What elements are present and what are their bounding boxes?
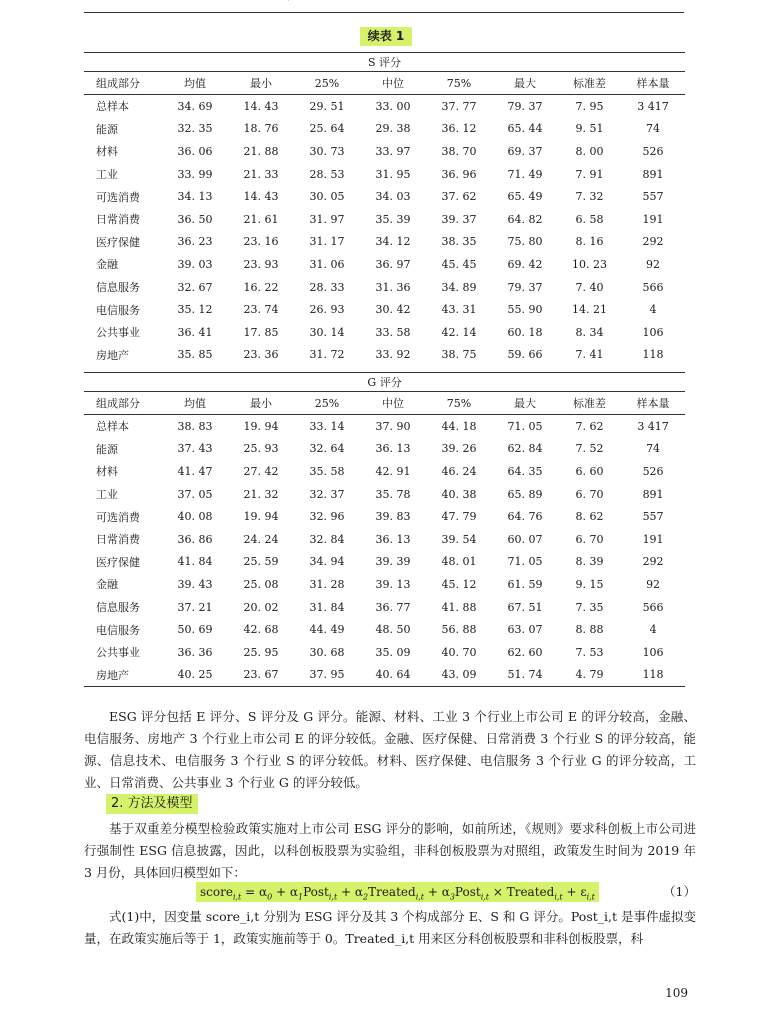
table-cell: 29. 38	[375, 122, 411, 136]
table-cell: 35. 78	[375, 487, 411, 501]
table-cell: 4	[649, 303, 657, 317]
table-cell: 46. 24	[441, 464, 477, 478]
page-number: 109	[665, 986, 688, 1000]
table-cell: 30. 05	[309, 190, 345, 204]
table-cell: 118	[642, 348, 664, 362]
table-cell: 23. 36	[243, 348, 279, 362]
table-cell: 566	[642, 280, 664, 294]
table-cell: 39. 13	[375, 577, 411, 591]
table-cell: 64. 35	[507, 464, 543, 478]
column-header: 75%	[426, 72, 492, 95]
table-cell: 39. 37	[441, 212, 477, 226]
table-cell: 71. 05	[507, 555, 543, 569]
table-cell: 63. 07	[507, 623, 543, 637]
table-cell: 39. 03	[177, 257, 213, 271]
table-cell: 36. 23	[177, 235, 213, 249]
table-cell: 65. 89	[507, 487, 543, 501]
table-cell: 891	[642, 487, 664, 501]
table-cell: 31. 36	[375, 280, 411, 294]
row-label: 医疗保健	[96, 235, 140, 249]
row-label: 能源	[96, 122, 118, 136]
table-cell: 31. 97	[309, 212, 345, 226]
table-cell: 566	[642, 600, 664, 614]
table-cell: 35. 39	[375, 212, 411, 226]
table-cell: 9. 51	[575, 122, 604, 136]
table-cell: 19. 94	[243, 419, 279, 433]
table-cell: 7. 52	[575, 442, 604, 456]
table-cell: 51. 74	[507, 668, 543, 682]
table-row	[84, 95, 685, 118]
column-header: 组成部分	[84, 72, 162, 95]
table-cell: 8. 39	[575, 555, 604, 569]
table-cell: 8. 00	[575, 144, 604, 158]
table-cell: 21. 61	[243, 212, 279, 226]
column-header: 25%	[294, 392, 360, 415]
column-header: 75%	[426, 392, 492, 415]
table-row	[84, 118, 685, 141]
table-cell: 7. 53	[575, 645, 604, 659]
row-label: 工业	[96, 488, 118, 502]
table-cell: 292	[642, 235, 664, 249]
table-cell: 23. 16	[243, 235, 279, 249]
column-header: 样本量	[621, 392, 685, 415]
table-cell: 34. 89	[441, 280, 477, 294]
table-cell: 31. 06	[309, 257, 345, 271]
table-cell: 25. 64	[309, 122, 345, 136]
table-cell: 526	[642, 464, 664, 478]
g-section-title: G 评分	[84, 373, 685, 392]
table-cell: 7. 41	[575, 348, 604, 362]
table-cell: 6. 70	[575, 487, 604, 501]
table-cell: 21. 32	[243, 487, 279, 501]
table-cell: 33. 97	[375, 144, 411, 158]
table-cell: 36. 50	[177, 212, 213, 226]
s-table-body	[84, 95, 685, 367]
table-cell: 69. 37	[507, 144, 543, 158]
g-column-headers	[84, 392, 685, 415]
table-cell: 526	[642, 144, 664, 158]
table-cell: 292	[642, 555, 664, 569]
table-cell: 25. 08	[243, 577, 279, 591]
table-cell: 64. 76	[507, 510, 543, 524]
table-row	[84, 276, 685, 299]
table-cell: 74	[646, 122, 660, 136]
table-cell: 35. 12	[177, 303, 213, 317]
table-cell: 16. 22	[243, 280, 279, 294]
table-cell: 36. 36	[177, 645, 213, 659]
table-cell: 40. 70	[441, 645, 477, 659]
table-cell: 40. 25	[177, 668, 213, 682]
row-label: 总样本	[96, 100, 129, 114]
table-cell: 45. 45	[441, 257, 477, 271]
table-cell: 62. 84	[507, 442, 543, 456]
table-cell: 35. 09	[375, 645, 411, 659]
table-cell: 50. 69	[177, 623, 213, 637]
table-cell: 60. 07	[507, 532, 543, 546]
table-cell: 41. 88	[441, 600, 477, 614]
table-cell: 23. 67	[243, 668, 279, 682]
table-cell: 33. 58	[375, 325, 411, 339]
table-row	[84, 551, 685, 574]
table-cell: 40. 64	[375, 668, 411, 682]
table-cell: 37. 43	[177, 442, 213, 456]
table-cell: 36. 96	[441, 167, 477, 181]
table-cell: 31. 84	[309, 600, 345, 614]
table-cell: 31. 95	[375, 167, 411, 181]
table-cell: 37. 77	[441, 99, 477, 113]
table-cell: 30. 14	[309, 325, 345, 339]
table-cell: 36. 97	[375, 257, 411, 271]
table-cell: 43. 09	[441, 668, 477, 682]
table-cell: 557	[642, 190, 664, 204]
table-cell: 21. 33	[243, 167, 279, 181]
table-row	[84, 140, 685, 163]
table-cell: 30. 73	[309, 144, 345, 158]
table-cell: 35. 58	[309, 464, 345, 478]
table-cell: 34. 94	[309, 555, 345, 569]
table-cell: 19. 94	[243, 510, 279, 524]
table-cell: 6. 58	[575, 212, 604, 226]
table-cell: 106	[642, 325, 664, 339]
table-cell: 30. 42	[375, 303, 411, 317]
s-section-title: S 评分	[84, 53, 685, 72]
table-cell: 14. 21	[572, 303, 607, 317]
s-column-headers	[84, 72, 685, 95]
table-cell: 9. 15	[575, 577, 604, 591]
table-cell: 38. 75	[441, 348, 477, 362]
table-row	[84, 483, 685, 506]
table-cell: 42. 14	[441, 325, 477, 339]
table-cell: 6. 60	[575, 464, 604, 478]
table-row	[84, 505, 685, 528]
table-row	[84, 460, 685, 483]
table-cell: 10. 23	[572, 257, 607, 271]
table-row	[84, 596, 685, 619]
column-header: 标准差	[558, 392, 621, 415]
row-label: 可选消费	[96, 510, 140, 524]
row-label: 电信服务	[96, 623, 140, 637]
table-cell: 61. 59	[507, 577, 543, 591]
table-cell: 33. 14	[309, 419, 345, 433]
table-cell: 79. 37	[507, 99, 543, 113]
table-cell: 71. 05	[507, 419, 543, 433]
table-cell: 33. 00	[375, 99, 411, 113]
table-cell: 65. 44	[507, 122, 543, 136]
table-cell: 33. 99	[177, 167, 213, 181]
row-label: 金融	[96, 578, 118, 592]
column-header: 中位	[360, 392, 426, 415]
column-header: 中位	[360, 72, 426, 95]
table-cell: 64. 82	[507, 212, 543, 226]
table-cell: 25. 95	[243, 645, 279, 659]
column-header: 最小	[228, 72, 294, 95]
row-label: 日常消费	[96, 533, 140, 547]
table-cell: 40. 38	[441, 487, 477, 501]
table-cell: 74	[646, 442, 661, 456]
table-row	[84, 528, 685, 551]
table-cell: 4	[649, 623, 657, 637]
paragraph-text: 基于双重差分模型检验政策实施对上市公司 ESG 评分的影响，如前所述，《规则》要求科创板上市公司进行强制性 ESG 信息披露，因此，以科创板股票为实验组，非科创板股票为对照组，政策发生时间为 2019 年 3 月份，具体回归模型如下：	[84, 821, 696, 880]
table-row	[84, 231, 685, 254]
column-header: 最大	[492, 392, 558, 415]
table-cell: 75. 80	[507, 235, 543, 249]
table-cell: 3 417	[637, 419, 669, 433]
table-cell: 36. 13	[375, 442, 411, 456]
table-row	[84, 253, 685, 276]
running-head	[84, 0, 684, 13]
paragraph-text: 式(1)中，因变量 score_i,t 分别为 ESG 评分及其 3 个构成部分 E、S 和 G 评分。Post_i,t 是事件虚拟变量，在政策实施后等于 1，政策实施前等于 0。Treated_i,t 用来区分科创板股票和非科创板股票，科	[84, 909, 696, 946]
table-cell: 32. 37	[309, 487, 345, 501]
table-cell: 59. 66	[507, 348, 543, 362]
table-cell: 43. 31	[441, 303, 477, 317]
section-heading: 2. 方法及模型	[106, 794, 198, 814]
table-cell: 32. 64	[309, 442, 345, 456]
table-cell: 25. 59	[243, 555, 279, 569]
table-cell: 17. 85	[243, 325, 279, 339]
table-row	[84, 664, 685, 687]
table-cell: 20. 02	[243, 600, 279, 614]
table-cell: 35. 85	[177, 348, 213, 362]
table-cell: 42. 68	[243, 623, 279, 637]
table-cell: 48. 50	[375, 623, 411, 637]
equation-row	[84, 882, 696, 904]
table-cell: 37. 90	[375, 419, 411, 433]
table-row	[84, 344, 685, 367]
table-cell: 8. 62	[575, 510, 604, 524]
table-cell: 56. 88	[441, 623, 477, 637]
table-cell: 60. 18	[507, 325, 543, 339]
paragraph-esg-summary	[84, 706, 696, 794]
column-header: 组成部分	[84, 392, 162, 415]
table-cell: 26. 93	[309, 303, 345, 317]
table-cell: 39. 39	[375, 555, 411, 569]
table-cell: 28. 33	[309, 280, 345, 294]
table-cell: 44. 49	[309, 623, 345, 637]
table-row	[84, 415, 685, 438]
table-row	[84, 208, 685, 231]
column-header: 最小	[228, 392, 294, 415]
column-header: 最大	[492, 72, 558, 95]
table-cell: 48. 01	[441, 555, 477, 569]
table-cell: 38. 83	[177, 419, 213, 433]
table-cell: 69. 42	[507, 257, 543, 271]
table-caption: 续表 1	[360, 27, 412, 46]
row-label: 医疗保健	[96, 555, 140, 569]
table-cell: 37. 05	[177, 487, 213, 501]
table-cell: 31. 17	[309, 235, 345, 249]
paragraph-variables	[84, 906, 696, 950]
row-label: 电信服务	[96, 303, 140, 317]
table-cell: 106	[642, 645, 664, 659]
row-label: 公共事业	[96, 646, 140, 660]
table-cell: 36. 06	[177, 144, 213, 158]
table-cell: 118	[642, 668, 664, 682]
table-row	[84, 618, 685, 641]
table-cell: 891	[642, 167, 664, 181]
column-header: 均值	[162, 72, 228, 95]
table-cell: 25. 93	[243, 442, 279, 456]
table-cell: 36. 12	[441, 122, 477, 136]
table-cell: 38. 70	[441, 144, 477, 158]
table-cell: 23. 74	[243, 303, 279, 317]
paragraph-method	[84, 818, 696, 884]
table-cell: 39. 54	[441, 532, 477, 546]
table-cell: 8. 88	[575, 623, 604, 637]
table-cell: 7. 62	[575, 419, 604, 433]
table-cell: 34. 69	[177, 99, 213, 113]
table-cell: 7. 35	[575, 600, 604, 614]
table-cell: 92	[646, 257, 660, 271]
column-header: 标准差	[558, 72, 621, 95]
table-cell: 4. 79	[575, 668, 604, 682]
table-cell: 191	[642, 532, 664, 546]
table-cell: 39. 83	[375, 510, 411, 524]
table-row	[84, 573, 685, 596]
table-cell: 92	[646, 577, 661, 591]
table-cell: 39. 26	[441, 442, 477, 456]
table-row	[84, 438, 685, 461]
table-cell: 41. 47	[177, 464, 213, 478]
table-cell: 7. 40	[575, 280, 604, 294]
table-cell: 31. 72	[309, 348, 345, 362]
row-label: 可选消费	[96, 190, 140, 204]
table-cell: 557	[642, 510, 664, 524]
table-cell: 7. 32	[575, 190, 604, 204]
table-row	[84, 185, 685, 208]
table-cell: 8. 16	[575, 235, 604, 249]
table-cell: 23. 93	[243, 257, 279, 271]
paragraph-text: ESG 评分包括 E 评分、S 评分及 G 评分。能源、材料、工业 3 个行业上市公司 E 的评分较高，金融、电信服务、房地产 3 个行业上市公司 E 的评分较低。金融、医疗保健、日常消费 3 个行业 S 的评分较高，能源、信息技术、电信服务 3 个行业 S 的评分较低。材料、医疗保健、电信服务 3 个行业 G 的评分较高，工业、日常消费、公共事业 3 个行业 G 的评分较低。	[84, 709, 696, 790]
row-label: 工业	[96, 168, 118, 182]
table-cell: 191	[642, 212, 664, 226]
row-label: 信息服务	[96, 281, 140, 295]
table-cell: 14. 43	[243, 190, 279, 204]
table-cell: 34. 03	[375, 190, 411, 204]
table-row	[84, 641, 685, 664]
table-cell: 44. 18	[441, 419, 477, 433]
table-cell: 37. 95	[309, 668, 345, 682]
row-label: 公共事业	[96, 326, 140, 340]
table-row	[84, 298, 685, 321]
table-cell: 62. 60	[507, 645, 543, 659]
table-cell: 32. 67	[177, 280, 213, 294]
table-cell: 34. 13	[177, 190, 213, 204]
table-cell: 18. 76	[243, 122, 279, 136]
table-cell: 39. 43	[177, 577, 213, 591]
row-label: 日常消费	[96, 213, 140, 227]
table-cell: 36. 13	[375, 532, 411, 546]
table-cell: 36. 41	[177, 325, 213, 339]
table-cell: 28. 53	[309, 167, 345, 181]
row-label: 金融	[96, 258, 118, 272]
table-row	[84, 321, 685, 344]
table-cell: 32. 35	[177, 122, 213, 136]
table-cell: 6. 70	[575, 532, 604, 546]
table-cell: 3 417	[637, 99, 669, 113]
table-cell: 27. 42	[243, 464, 279, 478]
table-cell: 36. 86	[177, 532, 213, 546]
column-header: 样本量	[621, 72, 685, 95]
table-cell: 32. 84	[309, 532, 345, 546]
column-header: 25%	[294, 72, 360, 95]
table-row	[84, 163, 685, 186]
table-cell: 37. 21	[177, 600, 213, 614]
table-cell: 42. 91	[375, 464, 411, 478]
table-cell: 7. 91	[575, 167, 604, 181]
table-cell: 71. 49	[507, 167, 543, 181]
table-cell: 32. 96	[309, 510, 345, 524]
g-table-body	[84, 415, 685, 687]
table-cell: 30. 68	[309, 645, 345, 659]
g-score-table	[84, 372, 685, 687]
table-cell: 36. 77	[375, 600, 411, 614]
table-cell: 21. 88	[243, 144, 279, 158]
table-cell: 8. 34	[575, 325, 604, 339]
row-label: 材料	[96, 145, 118, 159]
table-cell: 38. 35	[441, 235, 477, 249]
s-score-table	[84, 52, 685, 366]
row-label: 信息服务	[96, 601, 140, 615]
table-cell: 67. 51	[507, 600, 543, 614]
table-cell: 14. 43	[243, 99, 279, 113]
table-cell: 47. 79	[441, 510, 477, 524]
table-cell: 33. 92	[375, 348, 411, 362]
table-cell: 7. 95	[575, 99, 604, 113]
table-cell: 79. 37	[507, 280, 543, 294]
row-label: 房地产	[96, 348, 129, 362]
table-cell: 29. 51	[309, 99, 345, 113]
row-label: 总样本	[96, 420, 129, 434]
row-label: 能源	[96, 442, 118, 456]
table-cell: 40. 08	[177, 510, 213, 524]
table-cell: 24. 24	[243, 532, 279, 546]
column-header: 均值	[162, 392, 228, 415]
table-cell: 37. 62	[441, 190, 477, 204]
table-cell: 34. 12	[375, 235, 411, 249]
table-cell: 55. 90	[507, 303, 543, 317]
table-cell: 45. 12	[441, 577, 477, 591]
regression-equation: score$_{i,t}$ = $\alpha_0$ + $\alpha_1Post_{i,t}$ + $\alpha_2Treated_{i,t}$ + $\alpha_3Post_{i,t}$ × Treated$_{i,t}$ + $\varepsilon_{i,t}$	[196, 882, 599, 902]
row-label: 房地产	[96, 668, 129, 682]
table-cell: 41. 84	[177, 555, 213, 569]
table-cell: 31. 28	[309, 577, 345, 591]
row-label: 材料	[96, 465, 118, 479]
equation-number: （1）	[663, 884, 696, 899]
table-cell: 65. 49	[507, 190, 543, 204]
